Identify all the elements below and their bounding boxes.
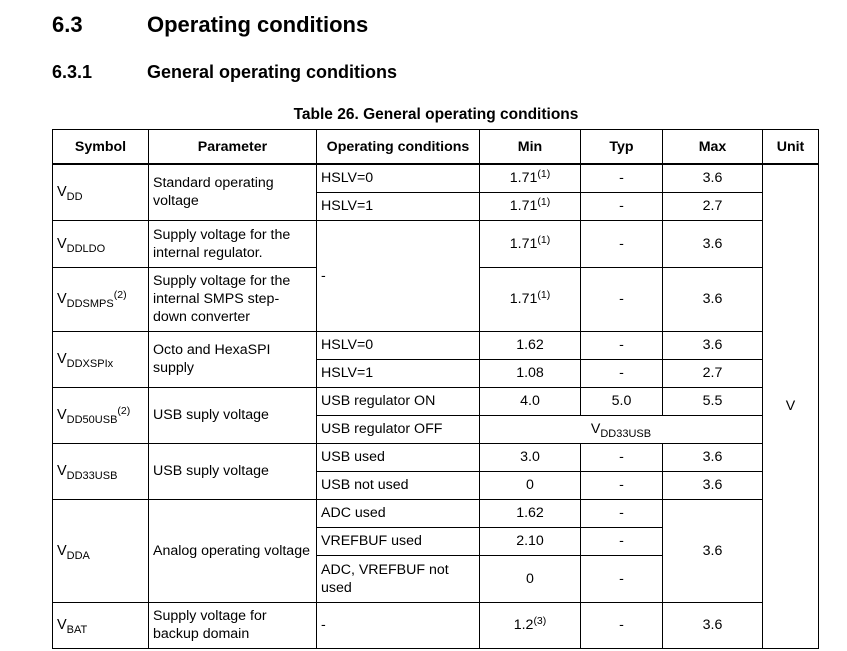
typ-cell: -: [581, 331, 663, 359]
typ-cell: -: [581, 443, 663, 471]
min-cell: 1.2$^{(3)}$: [480, 602, 581, 648]
symbol-cell: $V_{DDXSPIx}$: [53, 331, 149, 387]
parameter-cell: Supply voltage for the internal regulator.: [149, 220, 317, 267]
max-cell: 2.7: [663, 192, 763, 220]
min-cell: 1.08: [480, 359, 581, 387]
typ-cell: -: [581, 527, 663, 555]
condition-cell: VREFBUF used: [317, 527, 480, 555]
max-cell: 3.6: [663, 164, 763, 192]
max-cell: 3.6: [663, 220, 763, 267]
symbol-cell: $V_{DD33USB}$: [53, 443, 149, 499]
condition-cell: ADC used: [317, 499, 480, 527]
min-cell: 1.71$^{(1)}$: [480, 192, 581, 220]
parameter-cell: Supply voltage for the internal SMPS step-down converter: [149, 267, 317, 331]
condition-cell: HSLV=1: [317, 192, 480, 220]
typ-cell: -: [581, 267, 663, 331]
condition-cell: USB not used: [317, 471, 480, 499]
parameter-cell: Analog operating voltage: [149, 499, 317, 602]
header-parameter: Parameter: [149, 130, 317, 165]
min-cell: 0: [480, 471, 581, 499]
table-row: [53, 331, 819, 359]
header-typ: Typ: [581, 130, 663, 165]
symbol-cell: $V_{DD50USB}^{(2)}$: [53, 387, 149, 443]
table-header-row: [53, 130, 819, 165]
condition-cell: HSLV=0: [317, 164, 480, 192]
parameter-cell: Octo and HexaSPI supply: [149, 331, 317, 387]
header-conditions: Operating conditions: [317, 130, 480, 165]
min-cell: 1.71$^{(1)}$: [480, 267, 581, 331]
header-symbol: Symbol: [53, 130, 149, 165]
parameter-cell: Standard operating voltage: [149, 164, 317, 220]
typ-cell: -: [581, 192, 663, 220]
header-max: Max: [663, 130, 763, 165]
operating-conditions-table: [52, 129, 819, 649]
symbol-cell: $V_{DDSMPS}^{(2)}$: [53, 267, 149, 331]
max-cell: 3.6: [663, 331, 763, 359]
condition-cell: -: [317, 602, 480, 648]
condition-cell: HSLV=1: [317, 359, 480, 387]
typ-cell: -: [581, 555, 663, 602]
table-row: [53, 387, 819, 415]
header-min: Min: [480, 130, 581, 165]
max-cell: 3.6: [663, 267, 763, 331]
min-cell: 1.71$^{(1)}$: [480, 220, 581, 267]
value-cell: $V_{DD33USB}$: [480, 415, 763, 443]
min-cell: 3.0: [480, 443, 581, 471]
header-unit: Unit: [763, 130, 819, 165]
unit-cell: V: [763, 164, 819, 648]
parameter-cell: USB suply voltage: [149, 387, 317, 443]
table-caption: Table 26. General operating conditions: [293, 106, 579, 123]
max-cell: 3.6: [663, 471, 763, 499]
typ-cell: -: [581, 359, 663, 387]
min-cell: 4.0: [480, 387, 581, 415]
condition-cell: ADC, VREFBUF not used: [317, 555, 480, 602]
typ-cell: -: [581, 220, 663, 267]
symbol-cell: $V_{DD}$: [53, 164, 149, 220]
table-row: [53, 220, 819, 267]
min-cell: 2.10: [480, 527, 581, 555]
subsection-number: 6.3.1: [52, 62, 93, 82]
table-row: [53, 499, 819, 527]
max-cell: 2.7: [663, 359, 763, 387]
min-cell: 1.71$^{(1)}$: [480, 164, 581, 192]
condition-cell: -: [317, 220, 480, 331]
typ-cell: -: [581, 164, 663, 192]
subsection-title: General operating conditions: [147, 62, 398, 82]
typ-cell: -: [581, 499, 663, 527]
table-row: [53, 602, 819, 648]
min-cell: 1.62: [480, 331, 581, 359]
max-cell: 3.6: [663, 499, 763, 602]
section-title: Operating conditions: [147, 12, 369, 37]
typ-cell: -: [581, 602, 663, 648]
typ-cell: 5.0: [581, 387, 663, 415]
min-cell: 1.62: [480, 499, 581, 527]
symbol-cell: $V_{BAT}$: [53, 602, 149, 648]
table-row: [53, 443, 819, 471]
max-cell: 5.5: [663, 387, 763, 415]
condition-cell: USB regulator ON: [317, 387, 480, 415]
section-number: 6.3: [52, 12, 83, 37]
parameter-cell: USB suply voltage: [149, 443, 317, 499]
max-cell: 3.6: [663, 602, 763, 648]
typ-cell: -: [581, 471, 663, 499]
condition-cell: USB used: [317, 443, 480, 471]
symbol-cell: $V_{DDLDO}$: [53, 220, 149, 267]
max-cell: 3.6: [663, 443, 763, 471]
condition-cell: HSLV=0: [317, 331, 480, 359]
symbol-cell: $V_{DDA}$: [53, 499, 149, 602]
condition-cell: USB regulator OFF: [317, 415, 480, 443]
parameter-cell: Supply voltage for backup domain: [149, 602, 317, 648]
min-cell: 0: [480, 555, 581, 602]
table-row: [53, 164, 819, 192]
